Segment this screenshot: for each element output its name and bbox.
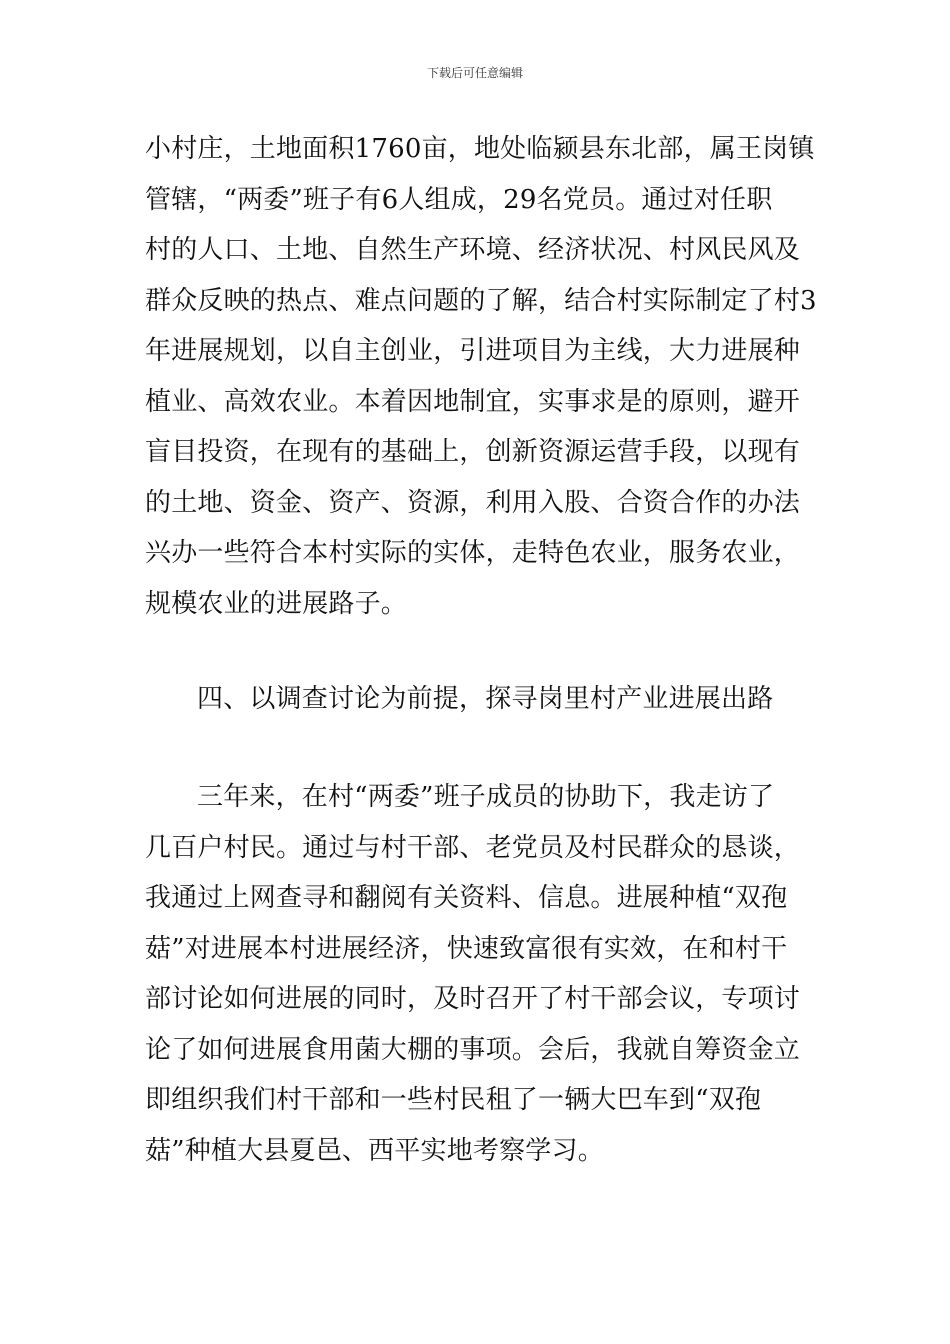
text-line: 即组织我们村干部和一些村民租了一辆大巴车到“双孢 (145, 1085, 762, 1115)
text-line: 菇”对进展本村进展经济，快速致富很有实效，在和村干 (145, 933, 788, 964)
text-line: 菇”种植大县夏邑、西平实地考察学习。 (145, 1135, 604, 1166)
text-line: 村的人口、土地、自然生产环境、经济状况、村风民风及 (145, 235, 801, 265)
text-line: 兴办一些符合本村实际的实体，走特色农业，服务农业， (145, 538, 801, 568)
text-line: 的土地、资金、资产、资源，利用入股、合资合作的办法 (145, 487, 801, 518)
text-line: 管辖，“两委”班子有6人组成，29名党员。通过对任职 (145, 184, 773, 215)
text-line: 小村庄，土地面积1760亩，地处临颍县东北部，属王岗镇 (145, 134, 815, 164)
text-line: 几百户村民。通过与村干部、老党员及村民群众的恳谈， (145, 832, 801, 863)
page-header: 下载后可任意编辑 (426, 66, 523, 80)
text-line: 年进展规划，以自主创业，引进项目为主线，大力进展种 (145, 336, 801, 366)
paragraph-survey (145, 772, 810, 1176)
text-line: 植业、高效农业。本着因地制宜，实事求是的原则，避开 (145, 386, 801, 417)
text-line: 部讨论如何进展的同时，及时召开了村干部会议，专项讨 (145, 984, 801, 1014)
text-line: 规模农业的进展路子。 (145, 588, 408, 619)
text-line: 群众反映的热点、难点问题的了解，结合村实际制定了村3 (145, 285, 817, 316)
text-line: 盲目投资，在现有的基础上，创新资源运营手段，以现有 (145, 437, 801, 467)
text-line: 三年来，在村“两委”班子成员的协助下，我走访了 (197, 782, 775, 812)
text-line: 论了如何进展食用菌大棚的事项。会后，我就自筹资金立 (145, 1034, 801, 1065)
text-line: 我通过上网查寻和翻阅有关资料、信息。进展种植“双孢 (145, 883, 788, 913)
section-heading: 四、以调查讨论为前提，探寻岗里村产业进展出路 (197, 684, 774, 714)
paragraph-continuation (145, 124, 817, 629)
